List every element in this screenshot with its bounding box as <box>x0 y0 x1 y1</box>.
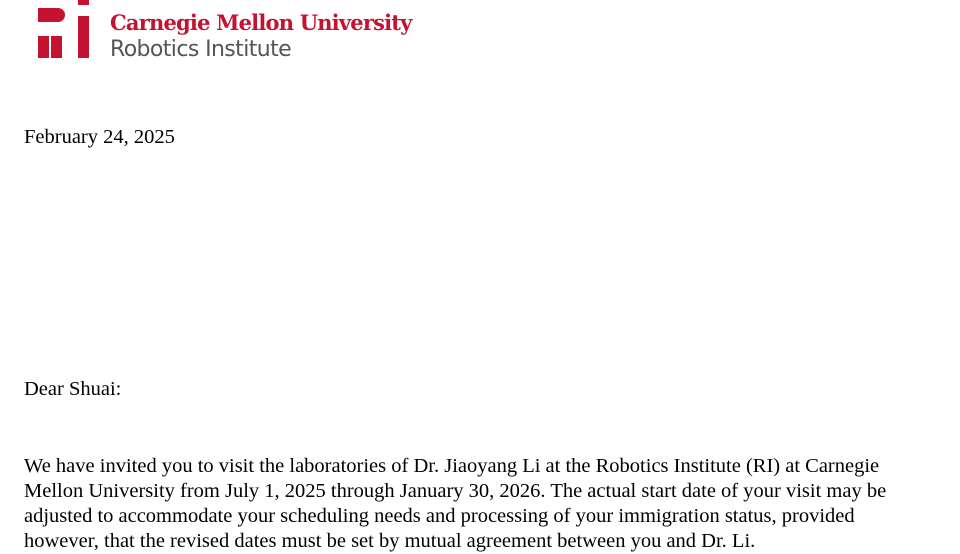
department-name: Robotics Institute <box>110 37 292 62</box>
body-line: adjusted to accommodate your scheduling needs and processing of your immigration status, provided <box>24 505 855 527</box>
body-line: Mellon University from July 1, 2025 through January 30, 2026. The actual start date of your visit may be <box>24 480 887 502</box>
letter-salutation: Dear Shuai: <box>24 378 122 400</box>
body-line: however, that the revised dates must be set by mutual agreement between you and Dr. Li. <box>24 530 756 552</box>
letter-body-paragraph <box>24 454 954 554</box>
ri-logo-icon <box>38 0 94 60</box>
body-line: We have invited you to visit the laboratories of Dr. Jiaoyang Li at the Robotics Institute (RI) at Carnegie <box>24 455 880 477</box>
letterhead-wordmark <box>110 10 412 64</box>
organization-name: Carnegie Mellon University <box>110 10 412 35</box>
letter-date: February 24, 2025 <box>24 126 175 148</box>
